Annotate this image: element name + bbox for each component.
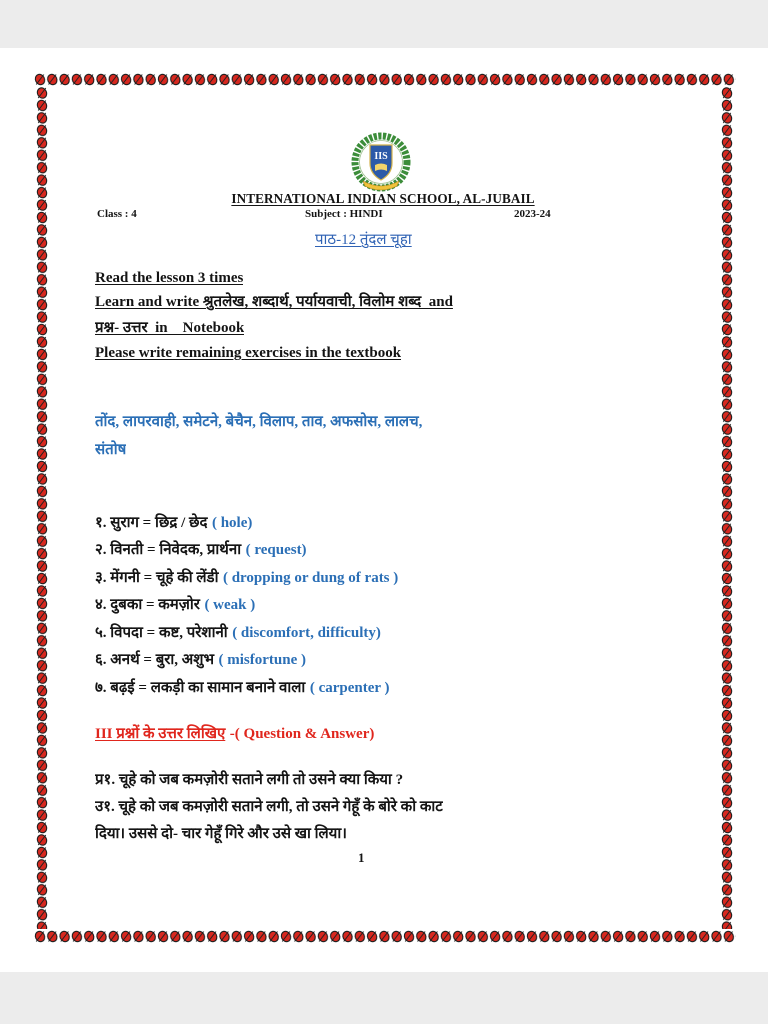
school-logo	[347, 131, 415, 195]
word-meaning-item	[95, 595, 255, 615]
instruction-line: प्रश्न- उत्तर in Notebook	[95, 320, 245, 336]
word-meaning-english: ( carpenter )	[309, 680, 390, 696]
heading-hindi: III प्रश्नों के उत्तर लिखिए	[95, 726, 226, 742]
border-left	[34, 87, 50, 929]
subject-label: Subject : HINDI	[305, 208, 383, 220]
logo-lettering: IIS	[374, 151, 388, 162]
word-meaning-english: ( discomfort, difficulty)	[232, 625, 381, 641]
question-text: प्र१. चूहे को जब कमज़ोरी सताने लगी तो उसने क्या किया ?	[95, 772, 404, 788]
section-heading-new-words	[95, 386, 239, 406]
lesson-title: पाठ-12 तुंदल चूहा	[315, 232, 412, 248]
word-meaning-hindi: ५. विपदा = कष्ट, परेशानी	[95, 625, 228, 641]
word-meaning-hindi: ३. मेंगनी = चूहे की लेंडी	[95, 570, 219, 586]
word-meaning-item	[95, 540, 307, 560]
border-top	[34, 72, 736, 87]
word-meaning-hindi: १. सुराग = छिद्र / छेद	[95, 515, 208, 531]
word-meaning-hindi: ४. दुबका = कमज़ोर	[95, 597, 200, 613]
border-bottom	[34, 929, 736, 944]
class-label: Class : 4	[97, 208, 137, 220]
word-meaning-english: ( misfortune )	[218, 652, 306, 668]
new-words-line: संतोष	[95, 442, 127, 458]
word-meaning-english: ( request)	[245, 542, 307, 558]
word-meaning-hindi: ६. अनर्थ = बुरा, अशुभ	[95, 652, 215, 668]
answer-line: दिया। उससे दो- चार गेहूँ गिरे और उसे खा लिया।	[95, 826, 347, 842]
word-meaning-item	[95, 513, 252, 533]
instruction-line: Please write remaining exercises in the textbook	[95, 345, 402, 361]
word-meaning-item	[95, 623, 381, 643]
word-meaning-english: ( dropping or dung of rats )	[222, 570, 399, 586]
new-words-line: तोंद, लापरवाही, समेटने, बेचैन, विलाप, ताव, अफसोस, लालच,	[95, 414, 423, 430]
word-meaning-hindi: ७. बढ़ई = लकड़ी का सामान बनाने वाला	[95, 680, 306, 696]
answer-line: उ१. चूहे को जब कमज़ोरी सताने लगी, तो उसने गेहूँ के बोरे को काट	[95, 799, 443, 815]
word-meaning-english: ( weak )	[204, 597, 256, 613]
word-meaning-item	[95, 568, 398, 588]
border-right	[719, 87, 735, 929]
academic-year: 2023-24	[514, 208, 551, 220]
word-meaning-item	[95, 650, 306, 670]
heading-english: -( Question & Answer)	[229, 726, 375, 742]
section-heading-word-meanings	[95, 485, 274, 505]
school-name: INTERNATIONAL INDIAN SCHOOL, AL-JUBAIL	[231, 191, 535, 206]
section-heading-question-answer	[95, 724, 374, 744]
instruction-line: Learn and write श्रुतलेख, शब्दार्थ, पर्यायवाची, विलोम शब्द and	[95, 294, 453, 310]
word-meaning-item	[95, 678, 390, 698]
word-meaning-hindi: २. विनती = निवेदक, प्रार्थना	[95, 542, 242, 558]
page-number: 1	[358, 850, 365, 865]
word-meaning-english: ( hole)	[211, 515, 253, 531]
instruction-line: Read the lesson 3 times	[95, 270, 244, 286]
